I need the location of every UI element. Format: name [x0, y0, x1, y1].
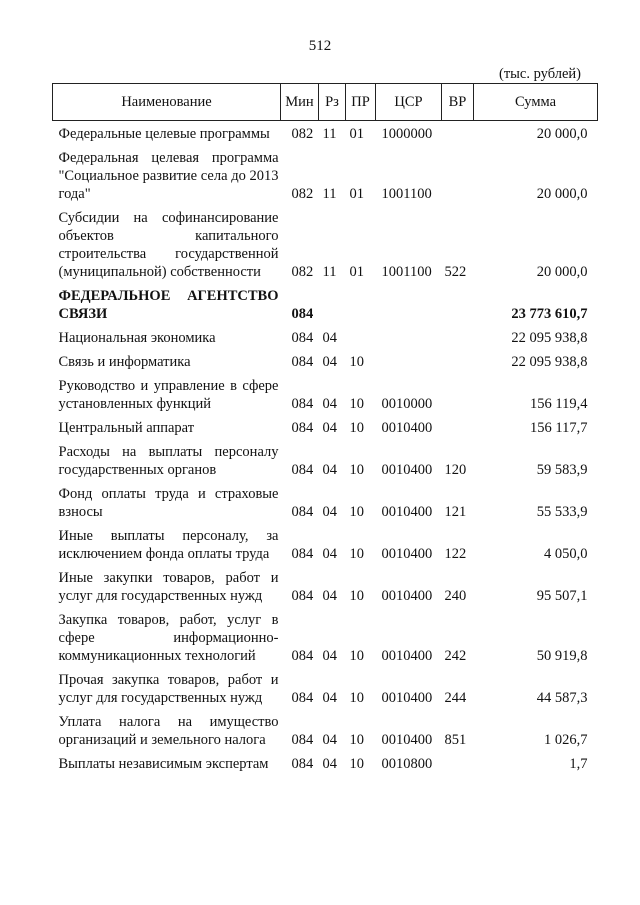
- row-min: 084: [291, 462, 314, 478]
- row-pr: 10: [349, 420, 364, 436]
- row-name: Закупка товаров, работ, услуг в сфере информационно-коммуникационных технологий: [58, 612, 279, 664]
- page-number: 512: [308, 38, 332, 54]
- table-row: [53, 611, 598, 671]
- row-pr: [346, 329, 376, 353]
- row-vr: 240: [444, 588, 467, 604]
- row-rz: 04: [322, 462, 337, 478]
- table-row: [53, 377, 598, 419]
- row-rz: 04: [322, 690, 337, 706]
- row-csr: [376, 353, 442, 377]
- row-rz: 04: [322, 330, 337, 346]
- row-rz: 04: [322, 546, 337, 562]
- row-name: Субсидии на софинансирование объектов капитального строительства государственной (муниципальной) собственности: [58, 210, 279, 280]
- table-row: [53, 209, 598, 287]
- row-vr: [442, 419, 474, 443]
- row-min: 084: [291, 732, 314, 748]
- row-sum: 20 000,0: [536, 126, 588, 142]
- row-sum: 50 919,8: [536, 648, 588, 664]
- header-vr: ВР: [442, 84, 474, 121]
- row-min: 084: [291, 330, 314, 346]
- row-vr: [442, 329, 474, 353]
- row-pr: 10: [349, 462, 364, 478]
- row-pr: 01: [349, 126, 364, 142]
- row-csr: 0010400: [381, 504, 433, 520]
- row-rz: 11: [322, 126, 337, 142]
- row-pr: 10: [349, 588, 364, 604]
- row-pr: 01: [349, 186, 364, 202]
- row-min: 082: [291, 264, 314, 280]
- header-pr: ПР: [346, 84, 376, 121]
- row-vr: 120: [444, 462, 467, 478]
- row-csr: 0010800: [381, 756, 433, 772]
- row-sum: 23 773 610,7: [511, 306, 588, 322]
- row-min: 084: [291, 546, 314, 562]
- row-csr: 0010400: [381, 546, 433, 562]
- table-row: [53, 287, 598, 329]
- header-row: [53, 84, 598, 121]
- row-name: Прочая закупка товаров, работ и услуг для государственных нужд: [58, 672, 279, 706]
- row-vr: 242: [444, 648, 467, 664]
- row-csr: 0010400: [381, 690, 433, 706]
- row-sum: 55 533,9: [536, 504, 588, 520]
- table-row: [53, 527, 598, 569]
- row-name: Федеральная целевая программа "Социальное развитие села до 2013 года": [58, 150, 279, 202]
- row-csr: 0010400: [381, 588, 433, 604]
- header-csr: ЦСР: [376, 84, 442, 121]
- row-vr: [442, 287, 474, 329]
- row-sum: 20 000,0: [536, 186, 588, 202]
- row-vr: 244: [444, 690, 467, 706]
- table-row: [53, 353, 598, 377]
- row-name: Уплата налога на имущество организаций и земельного налога: [58, 714, 279, 748]
- row-min: 084: [291, 504, 314, 520]
- row-min: 082: [291, 186, 314, 202]
- row-csr: [376, 329, 442, 353]
- table-row: [53, 569, 598, 611]
- row-name: Национальная экономика: [58, 330, 216, 346]
- row-name: ФЕДЕРАЛЬНОЕ АГЕНТСТВО СВЯЗИ: [58, 288, 279, 322]
- table-body: [53, 121, 598, 780]
- row-name: Центральный аппарат: [58, 420, 195, 436]
- row-vr: [442, 353, 474, 377]
- row-sum: 95 507,1: [536, 588, 588, 604]
- row-vr: [442, 377, 474, 419]
- budget-table: [52, 83, 598, 779]
- row-csr: 1001100: [381, 186, 432, 202]
- row-sum: 1 026,7: [544, 732, 588, 748]
- row-rz: 04: [322, 588, 337, 604]
- row-rz: 11: [322, 186, 337, 202]
- header-min: Мин: [281, 84, 319, 121]
- row-sum: 22 095 938,8: [511, 330, 588, 346]
- row-name: Руководство и управление в сфере установленных функций: [58, 378, 279, 412]
- table-row: [53, 755, 598, 779]
- row-min: 084: [291, 690, 314, 706]
- row-sum: 22 095 938,8: [511, 354, 588, 370]
- row-min: 084: [291, 648, 314, 664]
- row-vr: 851: [444, 732, 467, 748]
- table-row: [53, 121, 598, 150]
- row-csr: [376, 287, 442, 329]
- row-sum: 59 583,9: [536, 462, 588, 478]
- row-pr: 10: [349, 354, 364, 370]
- row-pr: 01: [349, 264, 364, 280]
- row-name: Расходы на выплаты персоналу государственных органов: [58, 444, 279, 478]
- row-pr: [346, 287, 376, 329]
- row-rz: 04: [322, 420, 337, 436]
- table-row: [53, 149, 598, 209]
- row-vr: [442, 121, 474, 150]
- row-pr: 10: [349, 546, 364, 562]
- row-csr: 0010400: [381, 732, 433, 748]
- row-csr: 0010000: [381, 396, 433, 412]
- row-min: 084: [291, 396, 314, 412]
- row-csr: 0010400: [381, 462, 433, 478]
- header-name: Наименование: [53, 84, 281, 121]
- row-min: 084: [291, 588, 314, 604]
- row-csr: 0010400: [381, 648, 433, 664]
- row-name: Фонд оплаты труда и страховые взносы: [58, 486, 279, 520]
- row-rz: 04: [322, 648, 337, 664]
- table-row: [53, 485, 598, 527]
- row-rz: 04: [322, 732, 337, 748]
- row-vr: 522: [444, 264, 467, 280]
- row-pr: 10: [349, 648, 364, 664]
- row-sum: 1,7: [569, 756, 588, 772]
- row-csr: 0010400: [381, 420, 433, 436]
- row-pr: 10: [349, 396, 364, 412]
- row-name: Иные выплаты персоналу, за исключением фонда оплаты труда: [58, 528, 279, 562]
- row-min: 084: [291, 420, 314, 436]
- row-rz: 04: [322, 354, 337, 370]
- row-csr: 1000000: [381, 126, 433, 142]
- row-vr: 121: [444, 504, 467, 520]
- row-rz: [319, 287, 346, 329]
- row-name: Федеральные целевые программы: [58, 126, 270, 142]
- header-rz: Рз: [319, 84, 346, 121]
- units-label: (тыс. рублей): [499, 66, 581, 82]
- row-name: Иные закупки товаров, работ и услуг для государственных нужд: [58, 570, 279, 604]
- row-name: Выплаты независимым экспертам: [58, 756, 269, 772]
- table-row: [53, 671, 598, 713]
- table-row: [53, 419, 598, 443]
- row-vr: [442, 755, 474, 779]
- table-header: [53, 84, 598, 121]
- row-min: 084: [291, 306, 314, 322]
- row-rz: 11: [322, 264, 337, 280]
- row-min: 084: [291, 756, 314, 772]
- table-row: [53, 329, 598, 353]
- row-rz: 04: [322, 396, 337, 412]
- row-pr: 10: [349, 732, 364, 748]
- row-pr: 10: [349, 690, 364, 706]
- row-csr: 1001100: [381, 264, 432, 280]
- row-name: Связь и информатика: [58, 354, 191, 370]
- row-rz: 04: [322, 756, 337, 772]
- header-sum: Сумма: [474, 84, 598, 121]
- row-sum: 156 119,4: [530, 396, 588, 412]
- row-vr: 122: [444, 546, 467, 562]
- row-sum: 156 117,7: [530, 420, 588, 436]
- row-sum: 20 000,0: [536, 264, 588, 280]
- row-pr: 10: [349, 756, 364, 772]
- row-rz: 04: [322, 504, 337, 520]
- row-sum: 4 050,0: [544, 546, 588, 562]
- row-min: 082: [291, 126, 314, 142]
- row-pr: 10: [349, 504, 364, 520]
- table-row: [53, 443, 598, 485]
- row-sum: 44 587,3: [536, 690, 588, 706]
- row-min: 084: [291, 354, 314, 370]
- row-vr: [442, 149, 474, 209]
- table-row: [53, 713, 598, 755]
